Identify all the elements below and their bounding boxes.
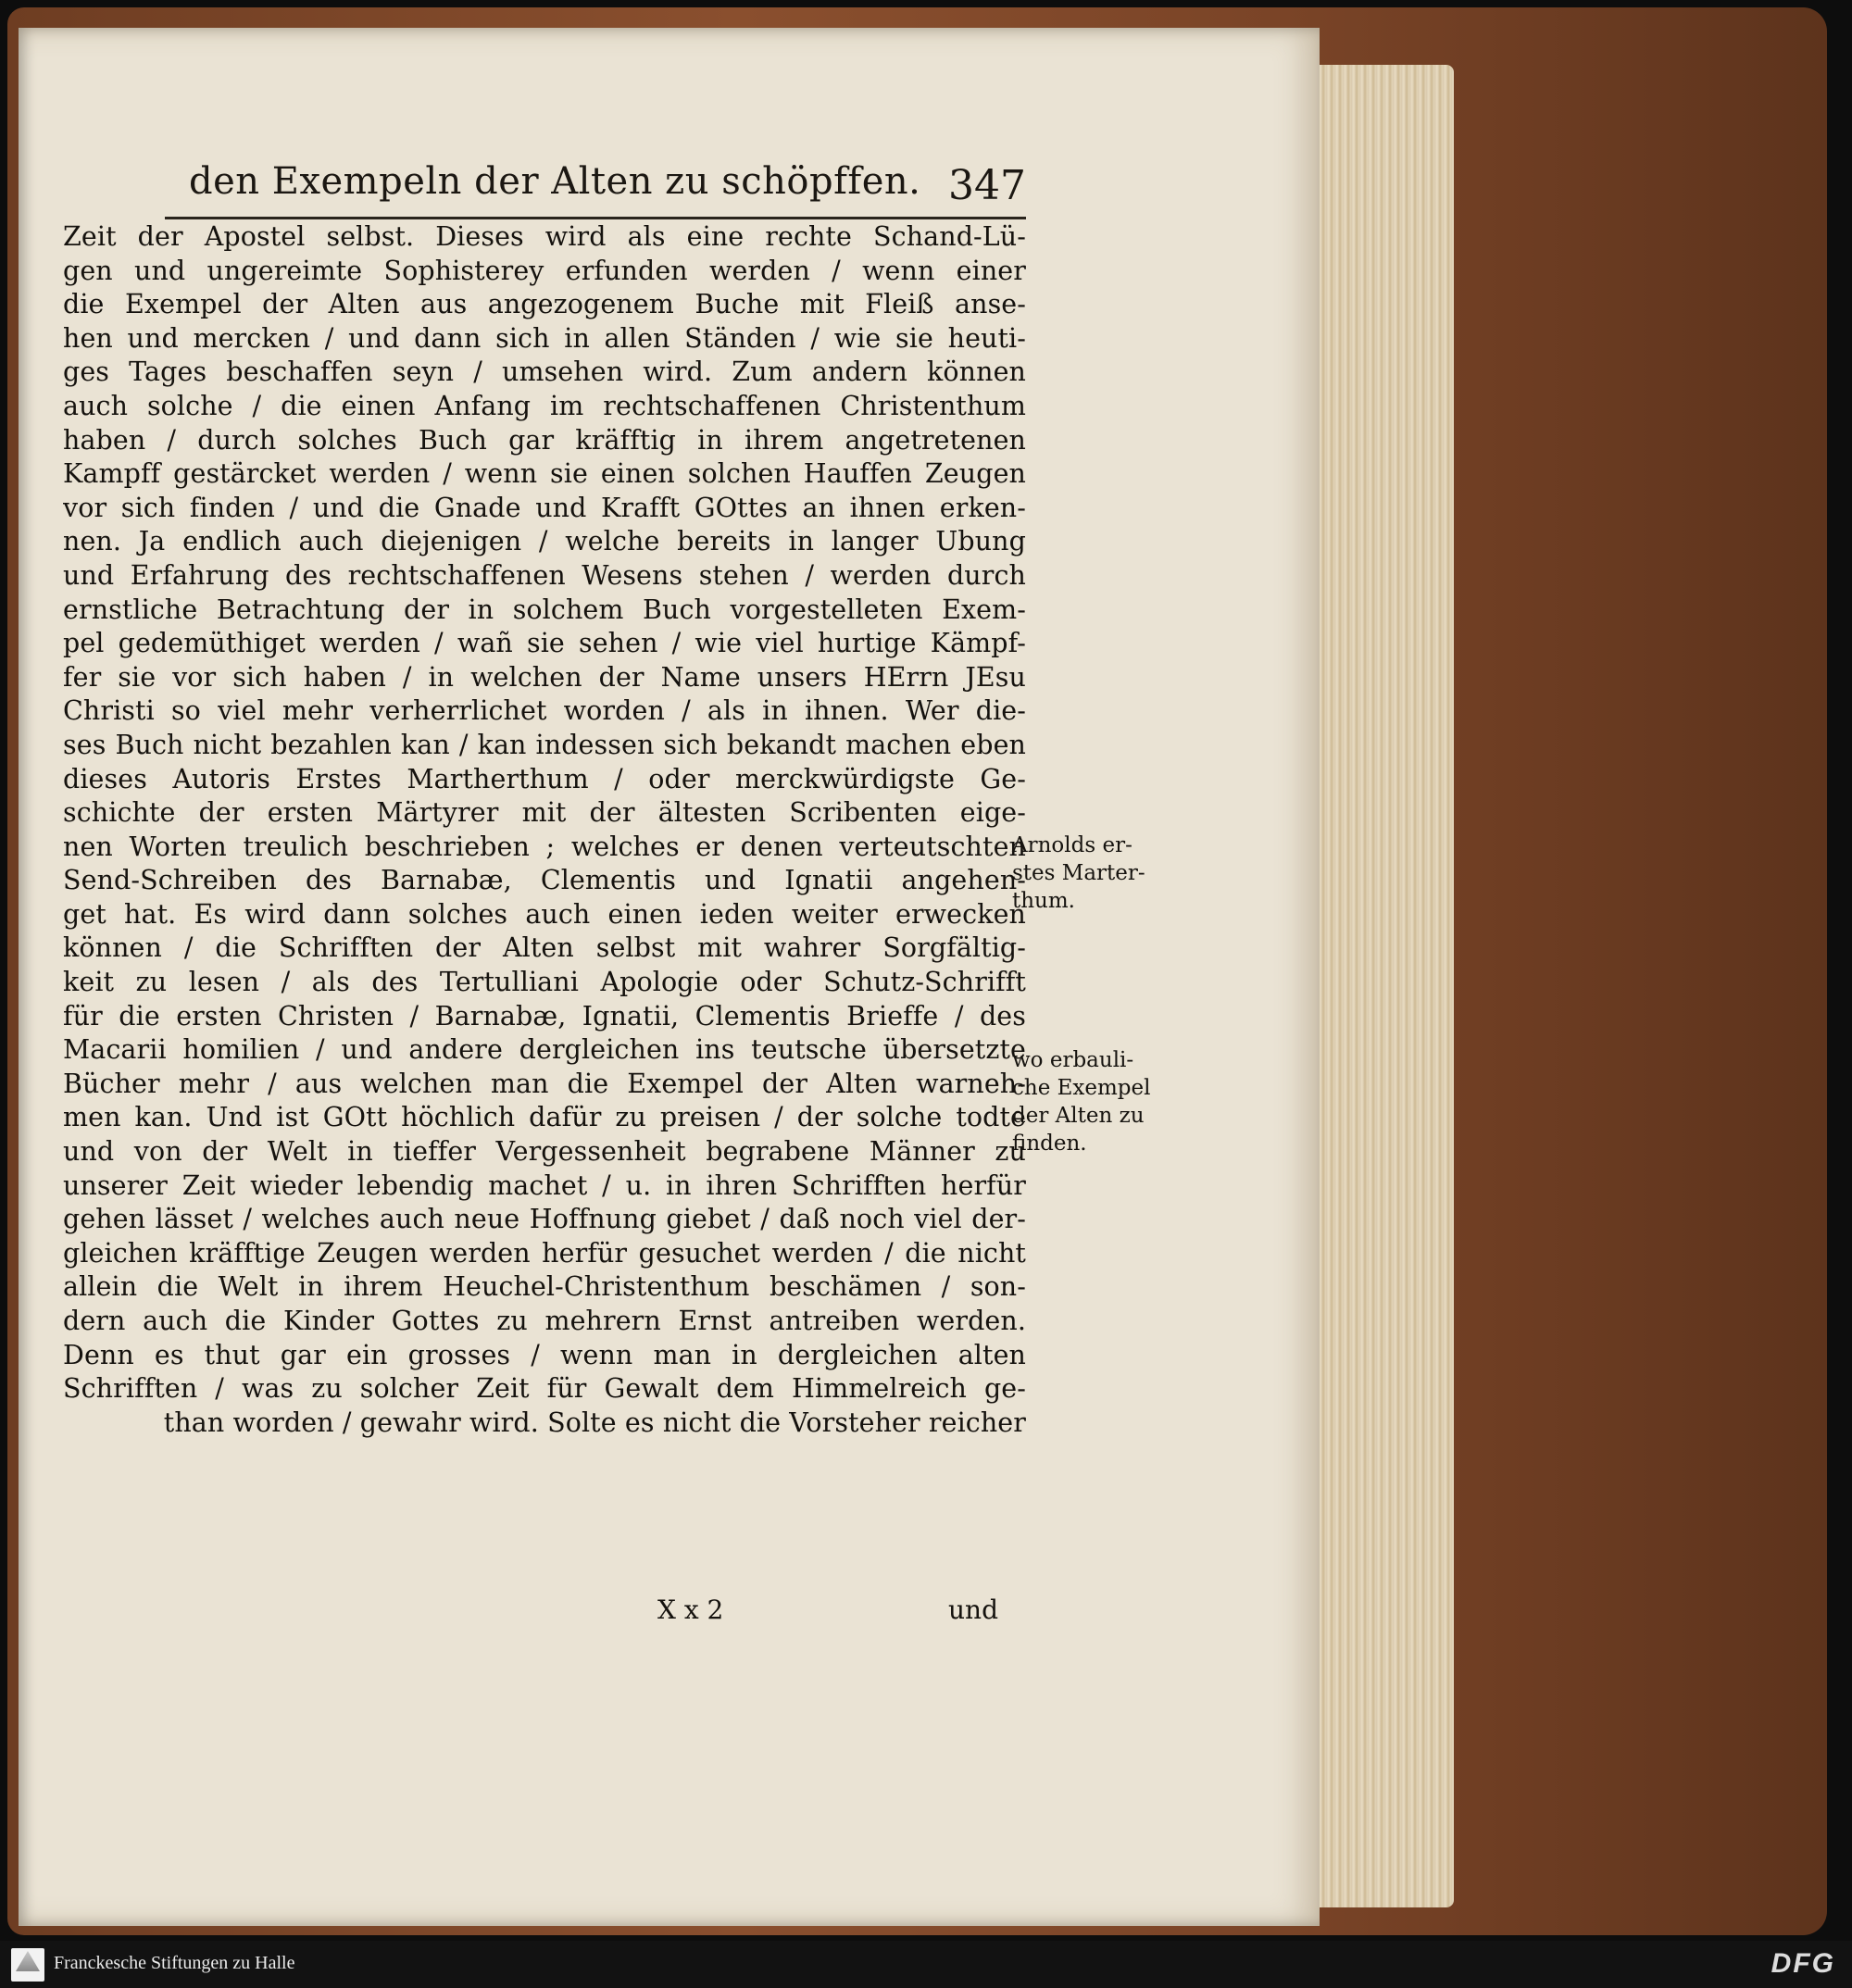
text-line: nen Worten treulich beschrieben ; welches er denen verteutschten xyxy=(63,831,1026,862)
text-line: keit zu lesen / als des Tertulliani Apologie oder Schutz-Schrifft xyxy=(63,967,1026,998)
margin-note-line: stes Marter- xyxy=(1012,861,1145,885)
text-line: nen. Ja endlich auch diejenigen / welche bereits in langer Ubung xyxy=(63,526,1026,557)
catchword: und xyxy=(948,1594,998,1625)
text-line: ernstliche Betrachtung der in solchem Buch vorgestelleten Exem- xyxy=(63,594,1026,625)
text-line: Christi so viel mehr verherrlichet worden / als in ihnen. Wer die- xyxy=(63,695,1026,727)
text-line: gen und ungereimte Sophisterey erfunden werden / wenn einer xyxy=(63,255,1026,286)
text-line: auch solche / die einen Anfang im rechtschaffenen Christenthum xyxy=(63,390,1026,421)
text-line: Schrifften / was zu solcher Zeit für Gewalt dem Himmelreich ge- xyxy=(63,1373,1026,1405)
text-line: vor sich finden / und die Gnade und Krafft GOttes an ihnen erken- xyxy=(63,492,1026,523)
margin-note-arnold xyxy=(1012,831,1179,915)
text-line: haben / durch solches Buch gar kräfftig in ihrem angetretenen xyxy=(63,424,1026,456)
text-line: und Erfahrung des rechtschaffenen Wesens stehen / werden durch xyxy=(63,559,1026,591)
text-line: than worden / gewahr wird. Solte es nicht die Vorsteher reicher xyxy=(163,1407,1026,1438)
text-line: get hat. Es wird dann solches auch einen ieden weiter erwecken xyxy=(63,898,1026,930)
text-line: Send-Schreiben des Barnabæ, Clementis und Ignatii angehen- xyxy=(63,865,1026,896)
body-text xyxy=(63,220,1026,1440)
text-line: Zeit der Apostel selbst. Dieses wird als eine rechte Schand-Lü- xyxy=(63,221,1026,252)
margin-note-line: der Alten zu xyxy=(1012,1104,1145,1128)
margin-note-line: thum. xyxy=(1012,889,1075,913)
text-line: gleichen kräfftige Zeugen werden herfür gesuchet werden / die nicht xyxy=(63,1237,1026,1269)
page-header xyxy=(165,160,1026,212)
text-line: hen und mercken / und dann sich in allen Ständen / wie sie heuti- xyxy=(63,322,1026,354)
text-line: unserer Zeit wieder lebendig machet / u. in ihren Schrifften herfür xyxy=(63,1169,1026,1201)
signature-mark: X x 2 xyxy=(657,1594,724,1625)
page-edges xyxy=(1301,65,1454,1907)
institution-logo-icon[interactable] xyxy=(11,1948,44,1982)
text-line: dern auch die Kinder Gottes zu mehrern Ernst antreiben werden. xyxy=(63,1306,1026,1336)
margin-note-exempel xyxy=(1012,1046,1179,1157)
running-title: den Exempeln der Alten zu schöpffen. xyxy=(189,160,921,203)
text-line: können / die Schrifften der Alten selbst mit wahrer Sorgfältig- xyxy=(63,932,1026,964)
institution-name[interactable]: Franckesche Stiftungen zu Halle xyxy=(54,1953,295,1973)
margin-note-line: che Exempel xyxy=(1012,1076,1151,1100)
text-line: dieses Autoris Erstes Martherthum / oder merckwürdigste Ge- xyxy=(63,763,1026,794)
page-number: 347 xyxy=(948,162,1026,209)
text-line: die Exempel der Alten aus angezogenem Buche mit Fleiß anse- xyxy=(63,289,1026,320)
text-line: ges Tages beschaffen seyn / umsehen wird. Zum andern können xyxy=(63,356,1026,388)
text-line: allein die Welt in ihrem Heuchel-Christenthum beschämen / son- xyxy=(63,1271,1026,1303)
text-line: fer sie vor sich haben / in welchen der Name unsers HErrn JEsu xyxy=(63,661,1026,693)
text-line: schichte der ersten Märtyrer mit der ältesten Scribenten eige- xyxy=(63,797,1026,829)
text-line: für die ersten Christen / Barnabæ, Ignatii, Clementis Brieffe / des xyxy=(63,1000,1026,1032)
text-line: Macarii homilien / und andere dergleichen ins teutsche übersetzte xyxy=(63,1034,1026,1066)
margin-note-line: finden. xyxy=(1012,1132,1087,1156)
text-line: Bücher mehr / aus welchen man die Exempel der Alten warneh- xyxy=(63,1068,1026,1099)
text-line: ses Buch nicht bezahlen kan / kan indessen sich bekandt machen eben xyxy=(63,729,1026,760)
text-line: und von der Welt in tieffer Vergessenheit begrabene Männer zu xyxy=(63,1136,1026,1168)
book-page xyxy=(19,28,1320,1926)
text-line: gehen lässet / welches auch neue Hoffnung giebet / daß noch viel der- xyxy=(63,1204,1026,1235)
margin-note-line: Arnolds er- xyxy=(1012,833,1132,857)
show-through-text-lower xyxy=(1042,1204,1144,1315)
building-icon xyxy=(16,1951,40,1971)
text-line: pel gedemüthiget werden / wañ sie sehen / wie viel hurtige Kämpf- xyxy=(63,628,1026,659)
text-line: men kan. Und ist GOtt höchlich dafür zu preisen / der solche todte xyxy=(63,1102,1026,1133)
viewer-footer xyxy=(0,1941,1852,1988)
text-line: Kampff gestärcket werden / wenn sie einen solchen Hauffen Zeugen xyxy=(63,458,1026,490)
margin-note-line: wo erbauli- xyxy=(1012,1048,1134,1072)
header-rule xyxy=(165,217,1026,219)
show-through-text xyxy=(1042,250,1144,787)
text-line: Denn es thut gar ein grosses / wenn man in dergleichen alten xyxy=(63,1339,1026,1370)
dfg-logo[interactable]: DFG xyxy=(1771,1948,1835,1979)
